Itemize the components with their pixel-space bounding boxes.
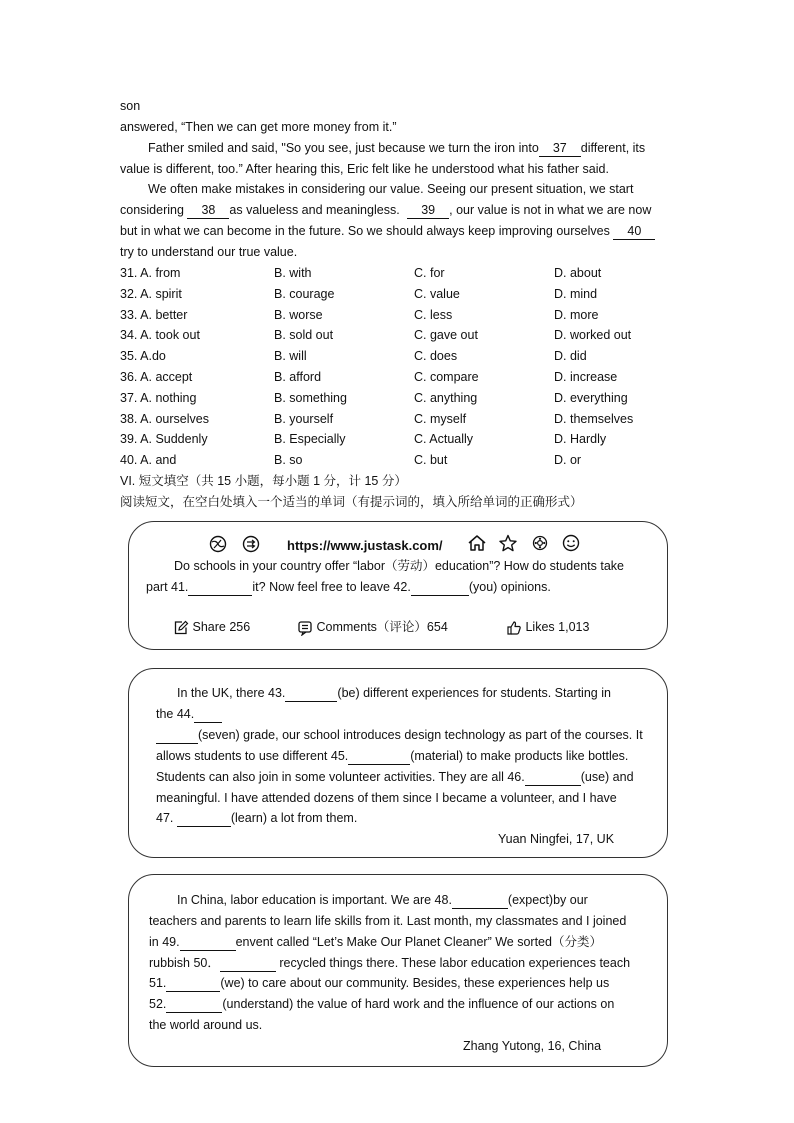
share-action[interactable] — [173, 619, 250, 636]
option-b[interactable]: B. courage — [274, 286, 335, 301]
text-run: 51. — [149, 976, 167, 990]
text-run: In China, labor education is important. We are 48. — [177, 893, 452, 907]
globe-icon[interactable] — [209, 535, 227, 553]
post-text: the world around us. — [149, 1018, 263, 1032]
blank-51[interactable] — [166, 975, 220, 992]
option-b[interactable]: B. yourself — [274, 411, 334, 426]
section-title: VI. 短文填空（共 15 小题，每小题 1 分，计 15 分） — [120, 474, 407, 488]
text-run: (use) and — [580, 770, 634, 784]
text-run: 52. — [149, 997, 167, 1011]
post-text — [156, 727, 643, 744]
post-china-box — [128, 874, 668, 1067]
blank-44b[interactable] — [156, 727, 198, 744]
option-c[interactable]: C. value — [414, 286, 460, 301]
text-run: Father smiled and said, "So you see, just because we turn the iron into — [148, 141, 539, 155]
text-run: considering — [120, 203, 184, 217]
passage-line — [120, 202, 651, 219]
text-run: it? Now feel free to leave 42. — [252, 580, 411, 594]
option-d[interactable]: D. or — [554, 453, 582, 468]
blank-38[interactable]: 38 — [187, 202, 229, 219]
passage-line — [120, 223, 655, 240]
text-run: in 49. — [149, 935, 180, 949]
option-a[interactable]: 32. A. spirit — [120, 286, 182, 301]
text-run: Students can also join in some volunteer activities. They are all 46. — [156, 770, 525, 784]
forum-post-box — [128, 521, 668, 650]
post-text — [146, 579, 551, 596]
option-d[interactable]: D. mind — [554, 286, 598, 301]
blank-41[interactable] — [188, 579, 252, 596]
post-text — [156, 706, 222, 723]
option-d[interactable]: D. more — [554, 307, 599, 322]
text-run: envent called “Let’s Make Our Planet Cleaner” We sorted（分类） — [235, 935, 602, 949]
text-run: 47. — [156, 811, 177, 825]
post-text — [177, 892, 588, 909]
text-run: (we) to care about our community. Besides, these experiences help us — [220, 976, 610, 990]
comments-action[interactable] — [297, 619, 448, 636]
text-run: allows students to use different 45. — [156, 749, 349, 763]
blank-48[interactable] — [452, 892, 508, 909]
post-text — [149, 975, 609, 992]
option-d[interactable]: D. about — [554, 266, 602, 280]
text-run: (be) different experiences for students. Starting in — [337, 686, 611, 700]
url-text[interactable]: https://www.justask.com/ — [287, 538, 443, 553]
toolbar-left — [209, 535, 260, 553]
likes-action[interactable] — [506, 619, 589, 636]
option-b[interactable]: B. so — [274, 453, 303, 468]
option-c[interactable]: C. myself — [414, 411, 467, 426]
likes-count: Likes 1,013 — [525, 620, 590, 634]
thumbs-up-icon — [506, 620, 522, 636]
blank-47[interactable] — [177, 810, 231, 827]
post-text: meaningful. I have attended dozens of them since I became a volunteer, and I have — [156, 791, 617, 805]
passage-line: son — [120, 99, 141, 113]
post-text — [156, 810, 357, 827]
text-run: (seven) grade, our school introduces design technology as part of the courses. It — [198, 728, 643, 742]
option-c[interactable]: C. gave out — [414, 328, 478, 343]
option-c[interactable]: C. compare — [414, 370, 479, 384]
text-run: (you) opinions. — [468, 580, 551, 594]
post-text — [149, 996, 614, 1013]
text-run: different, its — [580, 141, 646, 155]
blank-39[interactable]: 39 — [407, 202, 449, 219]
smiley-icon[interactable] — [561, 534, 581, 552]
option-d[interactable]: D. Hardly — [554, 432, 607, 447]
blank-42[interactable] — [411, 579, 469, 596]
post-text — [177, 685, 611, 702]
option-b[interactable]: B. Especially — [274, 432, 346, 447]
option-a[interactable]: 38. A. ourselves — [120, 411, 209, 426]
text-run: (expect)by our — [507, 893, 588, 907]
option-b[interactable]: B. worse — [274, 307, 323, 322]
option-b[interactable]: B. afford — [274, 370, 322, 384]
text-run: (learn) a lot from them. — [230, 811, 358, 825]
passage-line: answered, “Then we can get more money from it.” — [120, 120, 397, 134]
option-a[interactable]: 33. A. better — [120, 307, 188, 322]
blank-40[interactable]: 40 — [613, 223, 655, 240]
toolbar-right — [467, 534, 581, 552]
option-b[interactable]: B. sold out — [274, 328, 334, 343]
option-c[interactable]: C. does — [414, 349, 458, 364]
option-a[interactable]: 34. A. took out — [120, 328, 200, 343]
passage-line: We often make mistakes in considering our value. Seeing our present situation, we start — [148, 182, 634, 196]
option-a[interactable]: 39. A. Suddenly — [120, 432, 208, 447]
option-a[interactable]: 35. A.do — [120, 349, 166, 364]
post-text: Do schools in your country offer “labor（劳动）education”? How do students take — [174, 559, 624, 573]
post-uk-box — [128, 668, 668, 858]
option-d[interactable]: D. worked out — [554, 328, 632, 343]
passage-line: value is different, too.” After hearing this, Eric felt like he understood what his father said. — [120, 162, 609, 176]
home-icon[interactable] — [467, 534, 487, 552]
text-run: as valueless and meaningless. — [229, 203, 400, 217]
text-run: , our value is not in what we are now — [449, 203, 652, 217]
post-text — [156, 748, 628, 765]
text-run: but in what we can become in the future. So we should always keep improving ourselves — [120, 224, 610, 238]
text-run: the 44. — [156, 707, 195, 721]
post-text — [149, 955, 630, 972]
blank-50[interactable] — [220, 955, 276, 972]
passage-line: try to understand our true value. — [120, 245, 298, 259]
blank-37[interactable]: 37 — [539, 140, 581, 157]
text-run: In the UK, there 43. — [177, 686, 286, 700]
author-signature: Zhang Yutong, 16, China — [463, 1039, 602, 1053]
comment-icon — [297, 620, 313, 636]
text-run: recycled things there. These labor education experiences teach — [279, 956, 631, 970]
edit-icon — [173, 620, 189, 636]
post-text — [156, 769, 634, 786]
option-d[interactable]: D. themselves — [554, 411, 634, 426]
blank-44a[interactable] — [194, 706, 222, 723]
option-b[interactable]: B. with — [274, 266, 312, 280]
post-text — [149, 934, 602, 951]
option-c[interactable]: C. less — [414, 307, 453, 322]
option-a[interactable]: 37. A. nothing — [120, 390, 197, 405]
option-d[interactable]: D. increase — [554, 370, 618, 384]
option-d[interactable]: D. everything — [554, 390, 628, 405]
forward-icon[interactable] — [242, 535, 260, 553]
option-a[interactable]: 36. A. accept — [120, 370, 193, 384]
blank-46[interactable] — [525, 769, 581, 786]
comments-count: Comments（评论）654 — [316, 620, 448, 634]
option-a[interactable]: 40. A. and — [120, 453, 177, 468]
option-b[interactable]: B. will — [274, 349, 307, 364]
option-c[interactable]: C. anything — [414, 390, 478, 405]
option-c[interactable]: C. for — [414, 266, 445, 280]
share-count: Share 256 — [192, 620, 251, 634]
text-run: (material) to make products like bottles. — [410, 749, 629, 763]
text-run: part 41. — [146, 580, 189, 594]
option-d[interactable]: D. did — [554, 349, 587, 364]
section-instruction: 阅读短文，在空白处填入一个适当的单词（有提示词的，填入所给单词的正确形式） — [120, 495, 583, 509]
option-b[interactable]: B. something — [274, 390, 347, 405]
option-c[interactable]: C. but — [414, 453, 448, 468]
text-run: rubbish 50． — [149, 956, 220, 970]
option-c[interactable]: C. Actually — [414, 432, 474, 447]
blank-49[interactable] — [180, 934, 236, 951]
post-text: teachers and parents to learn life skills from it. Last month, my classmates and I joined — [149, 914, 627, 928]
settings-icon[interactable] — [530, 534, 550, 552]
blank-43[interactable] — [285, 685, 337, 702]
blank-52[interactable] — [166, 996, 222, 1013]
blank-45[interactable] — [348, 748, 410, 765]
option-a[interactable]: 31. A. from — [120, 266, 181, 280]
passage-line — [148, 140, 645, 157]
author-signature: Yuan Ningfei, 17, UK — [498, 832, 615, 846]
text-run: (understand) the value of hard work and the influence of our actions on — [222, 997, 615, 1011]
star-icon[interactable] — [498, 534, 518, 552]
